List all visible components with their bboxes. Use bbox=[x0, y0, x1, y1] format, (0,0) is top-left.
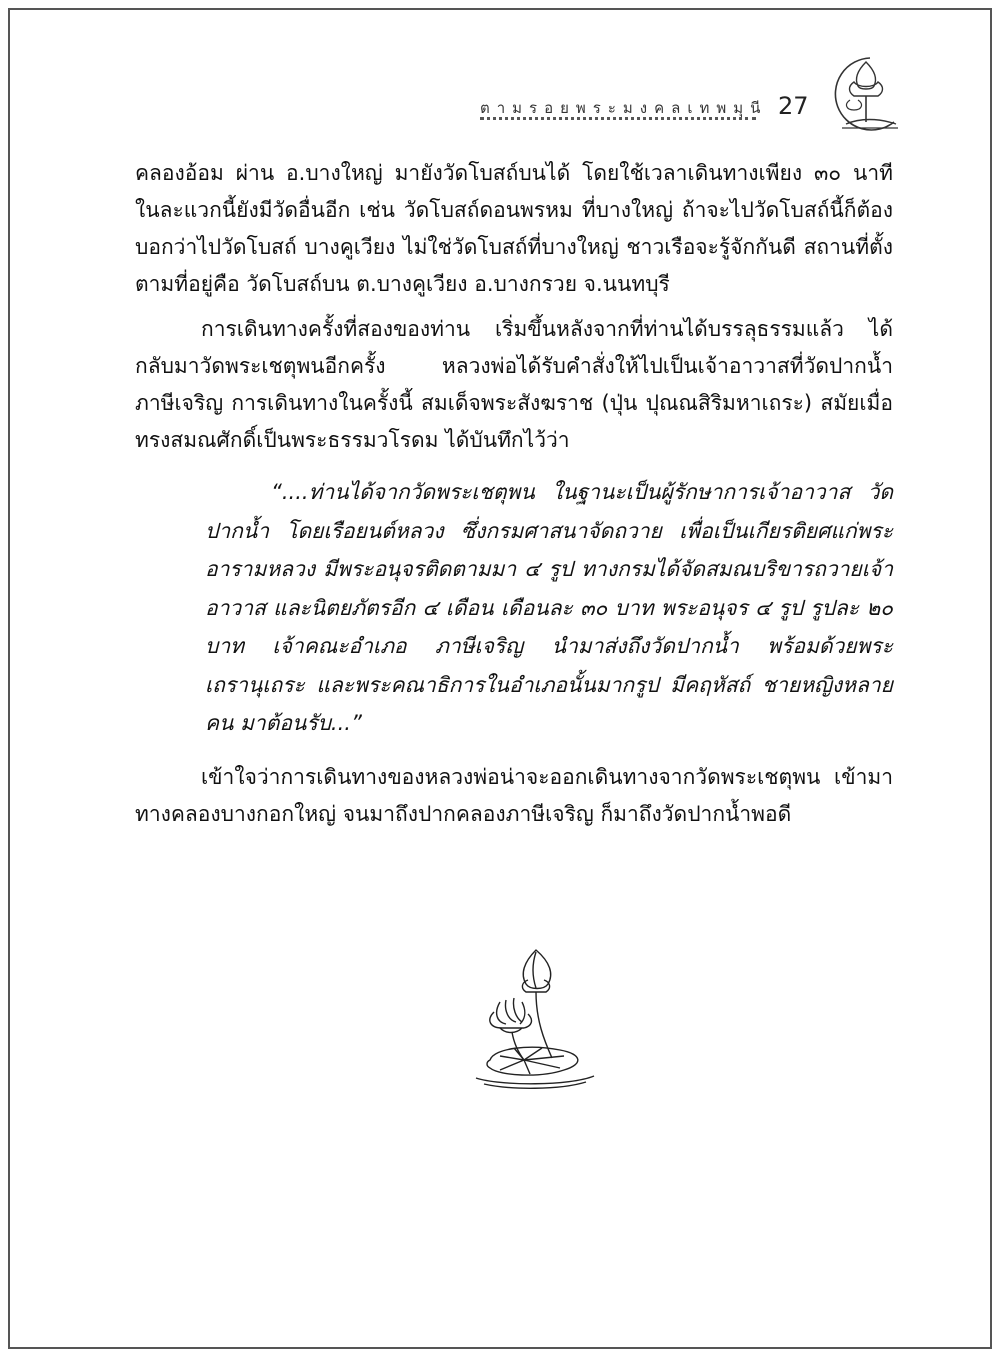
body-text bbox=[135, 155, 893, 833]
lotus-pond-icon bbox=[460, 940, 610, 1090]
lotus-emblem-icon bbox=[824, 52, 908, 136]
running-title: ตามรอยพระมงคลเทพมุนี bbox=[480, 99, 768, 117]
paragraph-2: การเดินทางครั้งที่สองของท่าน เริ่มขึ้นหลังจากที่ท่านได้บรรลุธรรมแล้ว ได้กลับมาวัดพระเชตุพนอีกครั้ง หลวงพ่อได้รับคำสั่งให้ไปเป็นเจ้าอาวาสที่วัดปากน้ำ ภาษีเจริญ การเดินทางในครั้งนี้ สมเด็จพระสังฆราช (ปุ่น ปุณณสิริมหาเถระ) สมัยเมื่อทรงสมณศักดิ์เป็นพระธรรมวโรดม ได้บันทึกไว้ว่า bbox=[135, 317, 893, 452]
block-quote: “....ท่านได้จากวัดพระเชตุพน ในฐานะเป็นผู้รักษาการเจ้าอาวาส วัดปากน้ำ โดยเรือยนต์หลวง ซึ่งกรมศาสนาจัดถวาย เพื่อเป็นเกียรติยศแก่พระอารามหลวง มีพระอนุจรติดตามมา ๔ รูป ทางกรมได้จัดสมณบริขารถวายเจ้าอาวาส และนิตยภัตรอีก ๔ เดือน เดือนละ ๓๐ บาท พระอนุจร ๔ รูป รูปละ ๒๐ บาท เจ้าคณะอำเภอ ภาษีเจริญ นำมาส่งถึงวัดปากน้ำ พร้อมด้วยพระเถรานุเถระ และพระคณาธิการในอำเภอนั้นมากรูป มีคฤหัสถ์ ชายหญิงหลายคน มาต้อนรับ...” bbox=[205, 480, 893, 735]
paragraph-3: เข้าใจว่าการเดินทางของหลวงพ่อน่าจะออกเดินทางจากวัดพระเชตุพน เข้ามาทางคลองบางกอกใหญ่ จนมาถึงปากคลองภาษีเจริญ ก็มาถึงวัดปากน้ำพอดี bbox=[135, 764, 893, 826]
paragraph-1: คลองอ้อม ผ่าน อ.บางใหญ่ มายังวัดโบสถ์บนได้ โดยใช้เวลาเดินทางเพียง ๓๐ นาที ในละแวกนี้ยังมีวัดอื่นอีก เช่น วัดโบสถ์ดอนพรหม ที่บางใหญ่ ถ้าจะไปวัดโบสถ์นี้ก็ต้องบอกว่าไปวัดโบสถ์ บางคูเวียง ไม่ใช่วัดโบสถ์ที่บางใหญ่ ชาวเรือจะรู้จักกันดี สถานที่ตั้งตามที่อยู่คือ วัดโบสถ์บน ต.บางคูเวียง อ.บางกรวย จ.นนทบุรี bbox=[135, 161, 893, 296]
running-title-dotted-rule bbox=[480, 117, 756, 120]
page-number: 27 bbox=[778, 92, 809, 120]
